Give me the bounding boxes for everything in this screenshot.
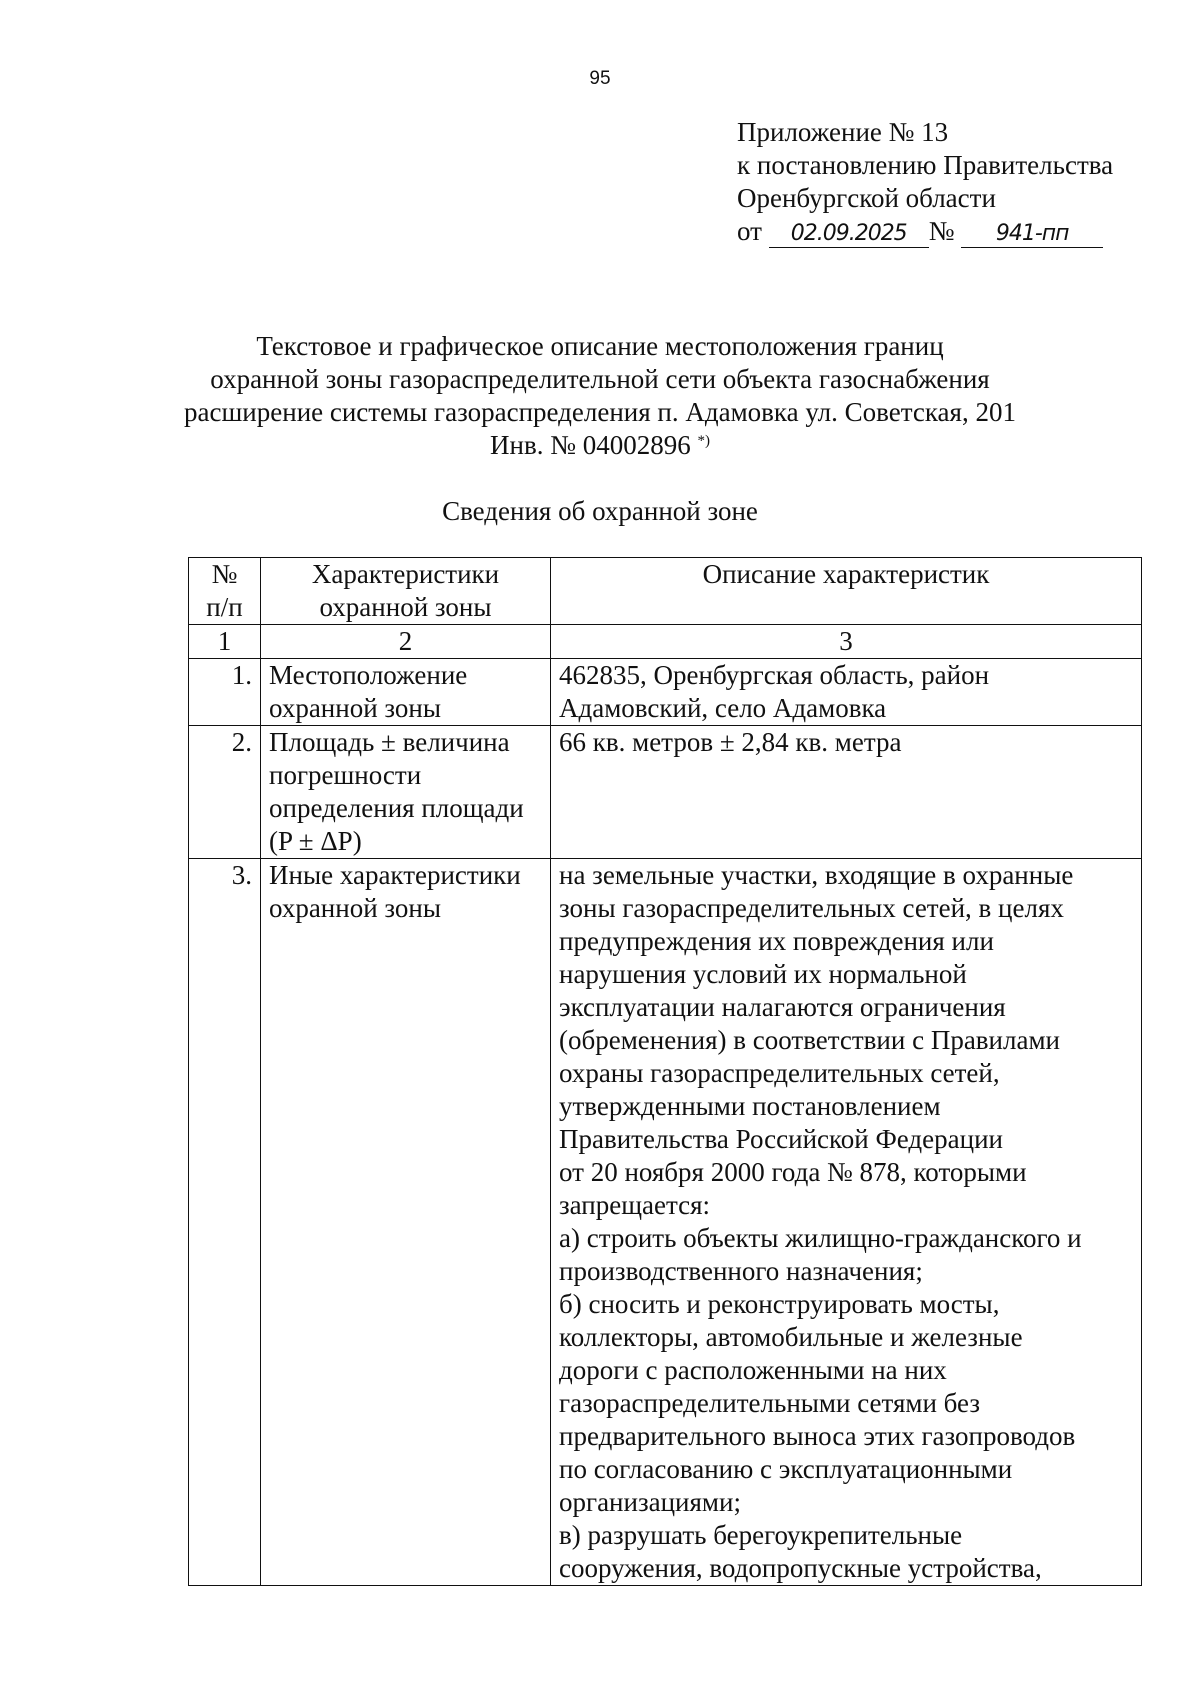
- text-line: предварительного выноса этих газопроводов: [559, 1421, 1076, 1451]
- text-line: производственного назначения;: [559, 1256, 923, 1286]
- annex-line-resolution: к постановлению Правительства: [737, 150, 1114, 180]
- document-title: [0, 330, 1200, 462]
- title-line-1: Текстовое и графическое описание местоположения границ: [256, 331, 944, 361]
- header-description: [551, 558, 1142, 625]
- text-line: газораспределительными сетями без: [559, 1388, 981, 1418]
- annex-from-prefix: от: [737, 216, 762, 246]
- header-characteristics: [261, 558, 551, 625]
- text-line: организациями;: [559, 1487, 741, 1517]
- header-description-line-1: Описание характеристик: [702, 559, 990, 589]
- index-cell: 2: [261, 625, 551, 659]
- annex-line-region: Оренбургской области: [737, 183, 996, 213]
- text-line: (обременения) в соответствии с Правилами: [559, 1025, 1060, 1055]
- annex-block: [737, 116, 1177, 248]
- annex-number-handwritten: 941-пп: [961, 221, 1103, 248]
- text-line: Адамовский, село Адамовка: [559, 693, 887, 723]
- protection-zone-table: [188, 557, 1142, 1586]
- table-row: [189, 859, 1142, 1586]
- index-cell: 3: [551, 625, 1142, 659]
- index-cell: 1: [189, 625, 261, 659]
- text-line: определения площади: [269, 793, 524, 823]
- row-description: [551, 859, 1142, 1586]
- annex-date-line: [737, 215, 1177, 248]
- row-description: [551, 726, 1142, 859]
- text-line: Местоположение: [269, 660, 468, 690]
- text-line: от 20 ноября 2000 года № 878, которыми: [559, 1157, 1027, 1187]
- text-line: а) строить объекты жилищно-гражданского и: [559, 1223, 1082, 1253]
- title-line-4: [0, 429, 1200, 462]
- table-index-row: [189, 625, 1142, 659]
- header-number: [189, 558, 261, 625]
- text-line: (P ± ΔP): [269, 826, 362, 856]
- text-line: охранной зоны: [269, 693, 442, 723]
- text-line: 462835, Оренбургская область, район: [559, 660, 990, 690]
- page-number: 95: [589, 68, 611, 89]
- row-characteristic: [261, 659, 551, 726]
- annex-title: Приложение № 13: [737, 117, 949, 147]
- table-header-row: [189, 558, 1142, 625]
- inventory-number: Инв. № 04002896: [490, 430, 691, 460]
- text-line: запрещается:: [559, 1190, 711, 1220]
- text-line: коллекторы, автомобильные и железные: [559, 1322, 1023, 1352]
- annex-date-handwritten: 02.09.2025: [769, 221, 929, 248]
- text-line: предупреждения их повреждения или: [559, 926, 994, 956]
- row-characteristic: [261, 726, 551, 859]
- text-line: погрешности: [269, 760, 422, 790]
- table-row: [189, 659, 1142, 726]
- row-number: 1.: [189, 659, 261, 726]
- header-characteristics-line-2: охранной зоны: [319, 592, 492, 622]
- title-line-3: расширение системы газораспределения п. Адамовка ул. Советская, 201: [184, 397, 1016, 427]
- text-line: охранной зоны: [269, 893, 442, 923]
- text-line: дороги с расположенными на них: [559, 1355, 947, 1385]
- row-description: [551, 659, 1142, 726]
- row-characteristic: [261, 859, 551, 1586]
- text-line: утвержденными постановлением: [559, 1091, 941, 1121]
- text-line: эксплуатации налагаются ограничения: [559, 992, 1006, 1022]
- text-line: 66 кв. метров ± 2,84 кв. метра: [559, 727, 902, 757]
- table-row: [189, 726, 1142, 859]
- annex-number-sign: №: [928, 216, 955, 246]
- text-line: в) разрушать берегоукрепительные: [559, 1520, 963, 1550]
- text-line: Правительства Российской Федерации: [559, 1124, 1003, 1154]
- section-title: Сведения об охранной зоне: [442, 496, 758, 526]
- row-number: 2.: [189, 726, 261, 859]
- header-characteristics-line-1: Характеристики: [311, 559, 500, 589]
- text-line: охраны газораспределительных сетей,: [559, 1058, 1000, 1088]
- title-line-2: охранной зоны газораспределительной сети объекта газоснабжения: [210, 364, 990, 394]
- text-line: по согласованию с эксплуатационными: [559, 1454, 1013, 1484]
- header-number-line-1: №: [211, 559, 238, 589]
- header-number-line-2: п/п: [206, 592, 243, 622]
- row-number: 3.: [189, 859, 261, 1586]
- text-line: Площадь ± величина: [269, 727, 510, 757]
- footnote-mark: *): [697, 433, 710, 449]
- text-line: нарушения условий их нормальной: [559, 959, 967, 989]
- text-line: на земельные участки, входящие в охранные: [559, 860, 1074, 890]
- text-line: б) сносить и реконструировать мосты,: [559, 1289, 1000, 1319]
- text-line: зоны газораспределительных сетей, в целях: [559, 893, 1064, 923]
- text-line: сооружения, водопропускные устройства,: [559, 1553, 1042, 1583]
- text-line: Иные характеристики: [269, 860, 521, 890]
